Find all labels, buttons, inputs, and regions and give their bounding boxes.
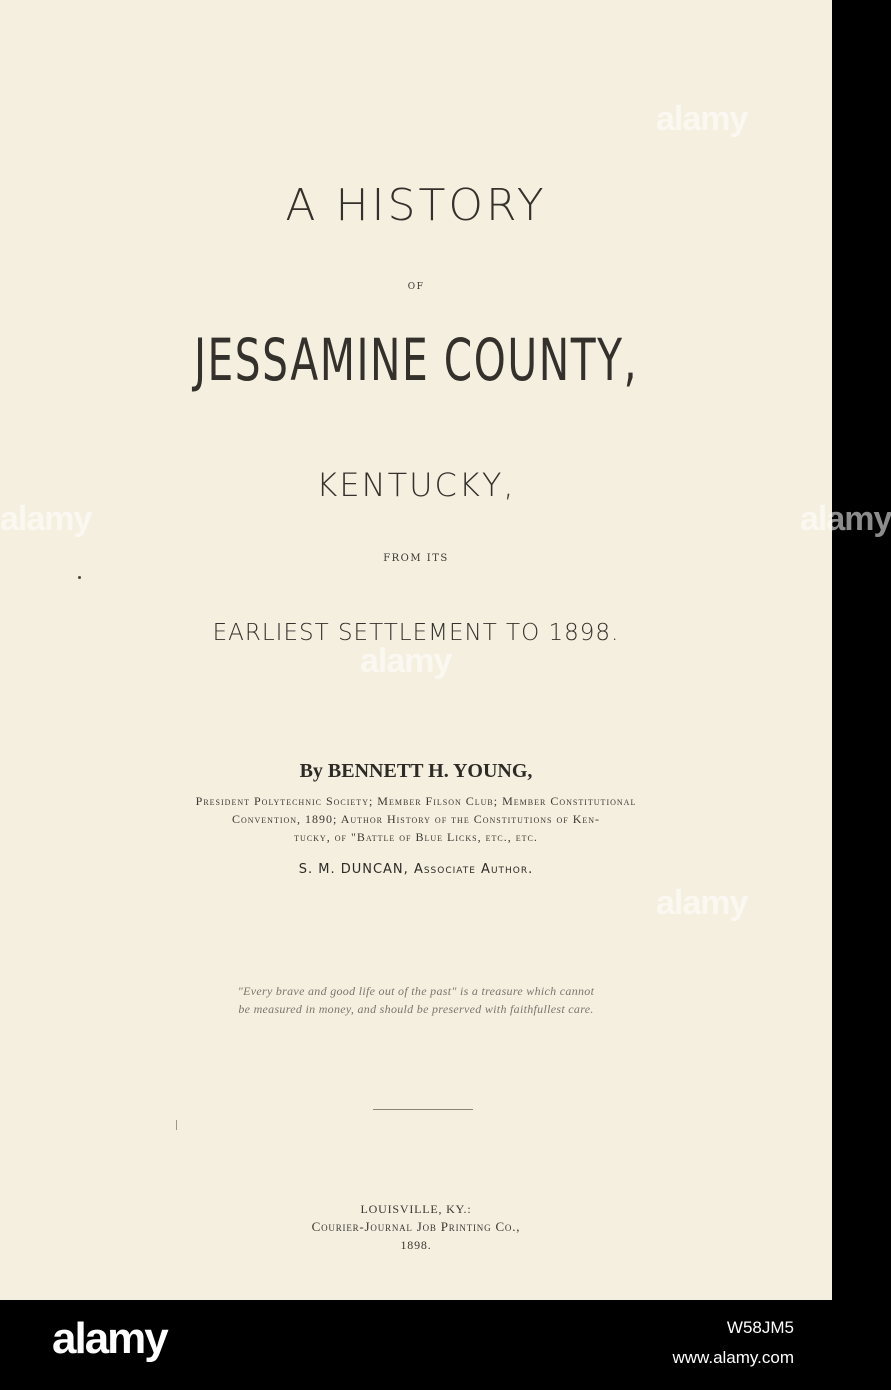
associate-name: S. M. DUNCAN,	[298, 862, 409, 877]
title-line-history: A HISTORY	[285, 180, 547, 231]
title-line-from-its: FROM ITS	[383, 553, 449, 564]
epigraph-line: be measured in money, and should be preserved with faithfullest care.	[238, 1002, 594, 1016]
imprint	[0, 1200, 832, 1254]
author-credentials	[0, 792, 832, 846]
associate-author	[0, 862, 832, 877]
ink-speck	[78, 576, 81, 579]
watermark-logo: alamy	[800, 500, 891, 538]
credentials-line: Convention, 1890; Author History of the Constitutions of Ken-	[231, 812, 601, 826]
epigraph	[0, 982, 832, 1018]
stock-brand-logo: alamy	[52, 1314, 167, 1363]
imprint-year: 1898.	[400, 1238, 432, 1252]
stock-site-url: www.alamy.com	[672, 1348, 794, 1367]
watermark-logo: alamy	[360, 642, 452, 680]
associate-role: Associate Author.	[413, 862, 534, 877]
credentials-line: tucky, of "Battle of Blue Licks, etc., etc.	[294, 830, 538, 844]
watermark-logo: alamy	[656, 884, 748, 922]
epigraph-line: "Every brave and good life out of the past" is a treasure which cannot	[237, 984, 595, 998]
title-line-of: OF	[407, 282, 425, 292]
imprint-publisher: Courier-Journal Job Printing Co.,	[311, 1219, 521, 1234]
stock-image-code: W58JM5	[726, 1318, 794, 1337]
title-line-county: JESSAMINE COUNTY,	[193, 326, 639, 394]
title-line-state: KENTUCKY,	[316, 466, 516, 504]
author-byline: By BENNETT H. YOUNG,	[299, 760, 533, 782]
title-line-period: EARLIEST SETTLEMENT TO 1898.	[212, 620, 620, 646]
watermark-logo: alamy	[0, 500, 92, 538]
watermark-logo: alamy	[656, 100, 748, 138]
print-mark	[176, 1120, 177, 1130]
imprint-place: LOUISVILLE, KY.:	[360, 1202, 472, 1216]
divider-rule	[373, 1109, 473, 1110]
credentials-line: President Polytechnic Society; Member Filson Club; Member Constitutional	[195, 794, 637, 808]
